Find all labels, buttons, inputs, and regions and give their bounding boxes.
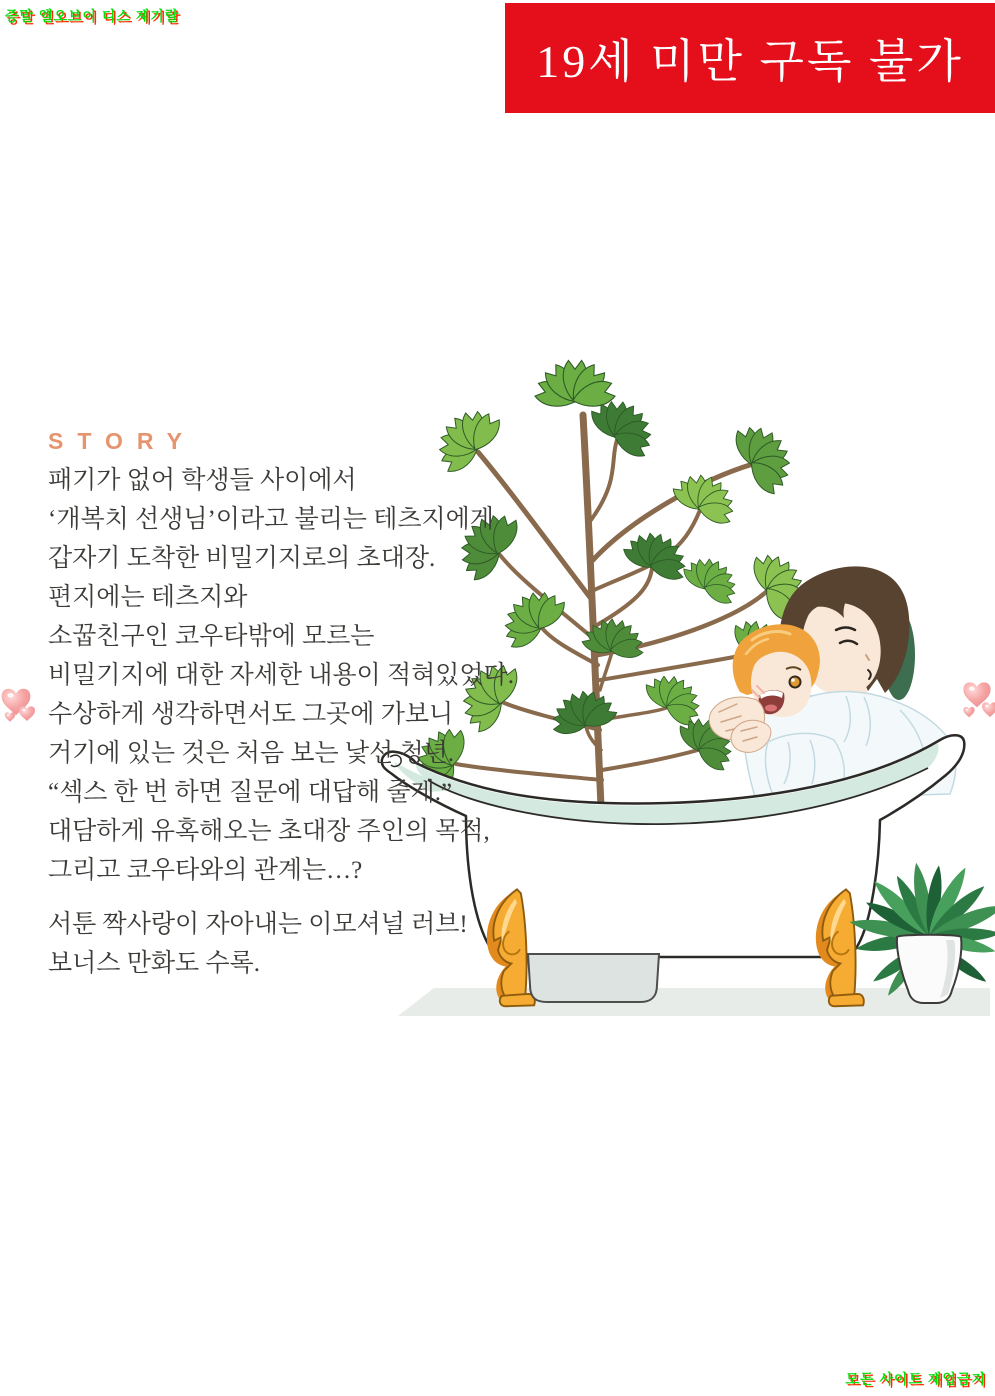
watermark-bottom-right: 모든 사이트 재업금지 xyxy=(845,1371,986,1387)
story-line: “섹스 한 번 하면 질문에 대답해 줄게.” xyxy=(48,779,453,806)
story-line: 수상하게 생각하면서도 그곳에 가보니 xyxy=(48,701,454,728)
story-tagline xyxy=(48,905,528,983)
story-line: 보너스 만화도 수록. xyxy=(48,950,260,977)
hearts-left xyxy=(2,689,35,722)
floor-shadow xyxy=(398,988,990,1016)
story-synopsis xyxy=(48,461,528,890)
story-line: 그리고 코우타와의 관계는…? xyxy=(48,857,363,884)
hearts-right xyxy=(963,682,995,717)
basin xyxy=(528,954,659,1002)
story-line: 서툰 짝사랑이 자아내는 이모셔널 러브! xyxy=(48,911,468,938)
watermark-top-left: 증말 엘오브이 디스 제기랄 xyxy=(5,8,180,24)
story-line: 비밀기지에 대한 자세한 내용이 적혀있었다. xyxy=(48,662,514,689)
story-line: 편지에는 테츠지와 xyxy=(48,584,248,611)
story-line: 거기에 있는 것은 처음 보는 낯선 청년. xyxy=(48,740,455,767)
age-restriction-banner: 19세 미만 구독 불가 xyxy=(505,3,995,113)
story-line: 대담하게 유혹해오는 초대장 주인의 목적, xyxy=(48,818,490,845)
story-line: 소꿉친구인 코우타밖에 모르는 xyxy=(48,623,375,650)
story-line: 패기가 없어 학생들 사이에서 xyxy=(48,467,357,494)
story-line: ‘개복치 선생님’이라고 불리는 테츠지에게 xyxy=(48,506,494,533)
story-heading: STORY xyxy=(48,428,196,454)
story-line: 갑자기 도착한 비밀기지로의 초대장. xyxy=(48,545,436,572)
